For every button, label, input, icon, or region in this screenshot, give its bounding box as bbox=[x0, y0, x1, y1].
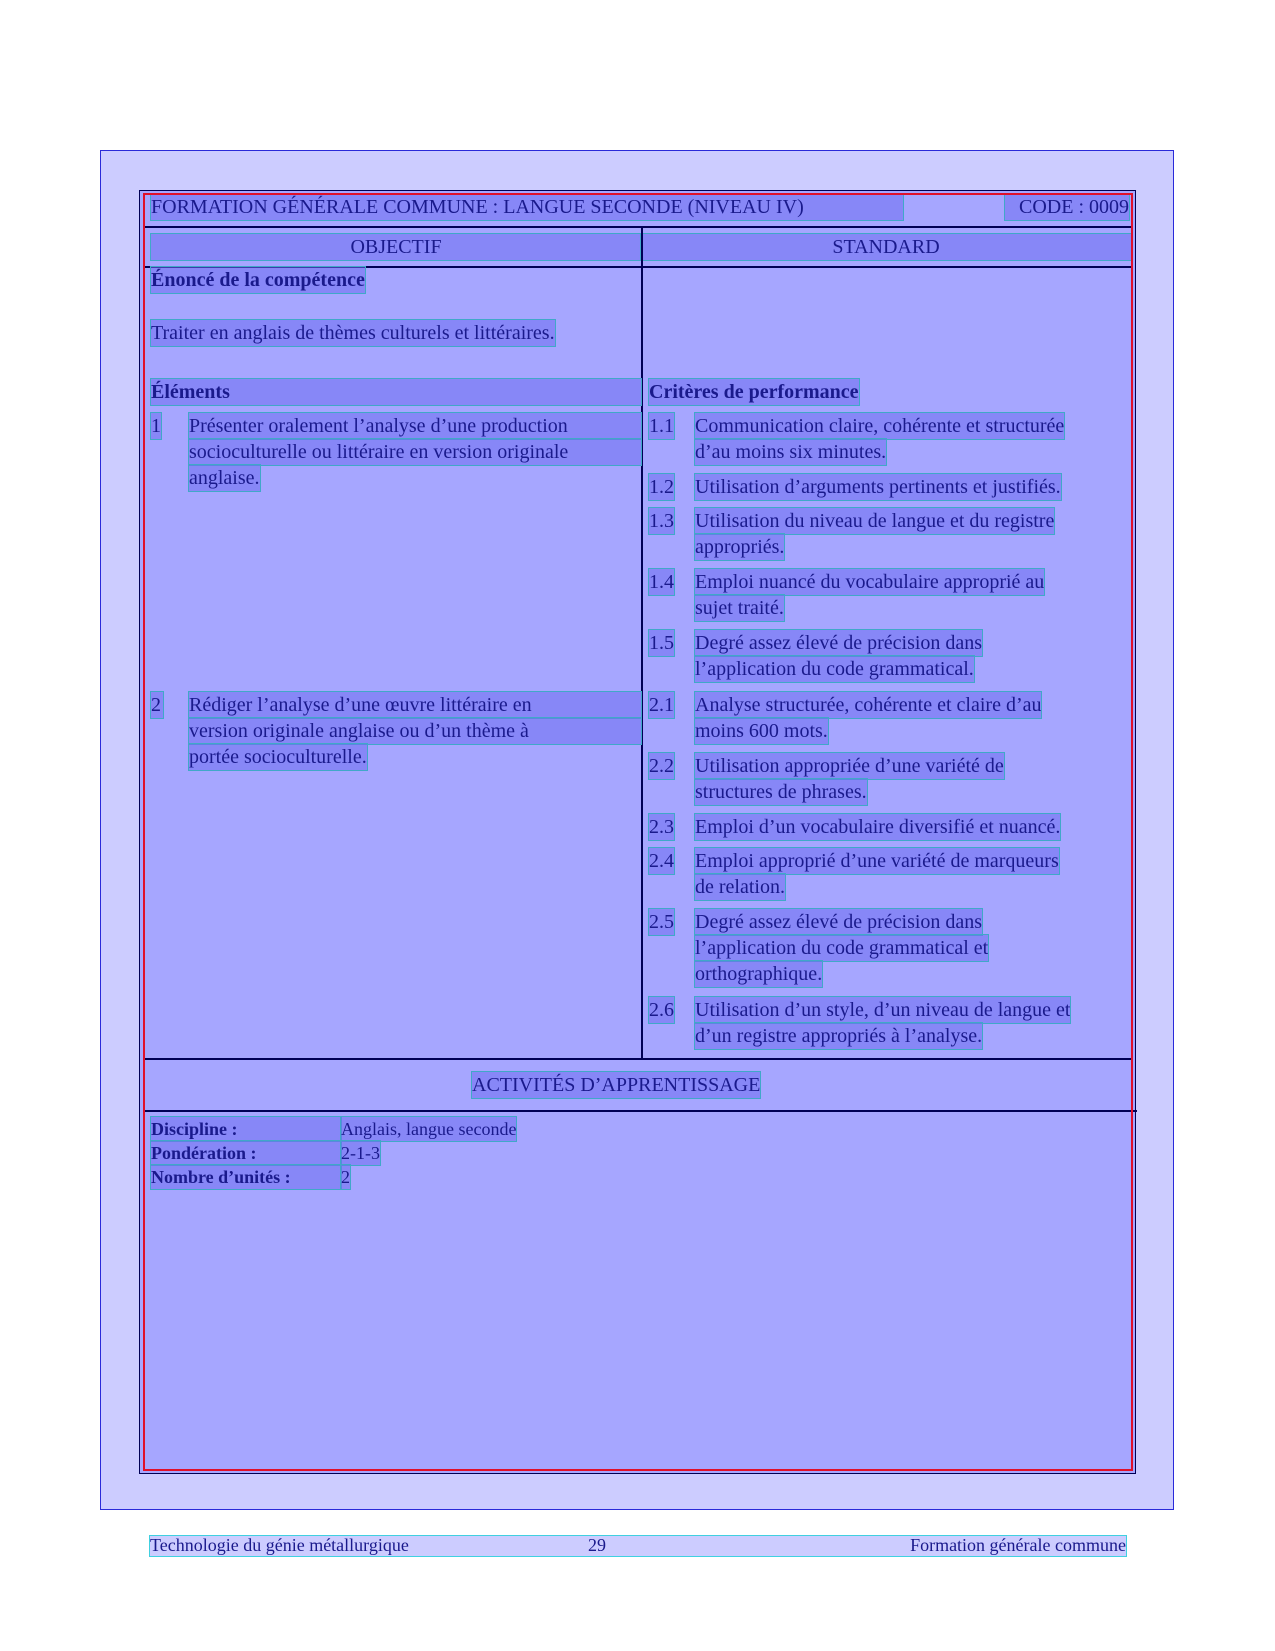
header-title: FORMATION GÉNÉRALE COMMUNE : LANGUE SECONDE (NIVEAU IV) bbox=[151, 194, 903, 220]
critere-line: d’un registre appropriés à l’analyse. bbox=[695, 1025, 983, 1047]
element-number: 1 bbox=[151, 415, 161, 437]
ponderation-value: 2-1-3 bbox=[341, 1143, 380, 1163]
critere-line: Analyse structurée, cohérente et claire d’au bbox=[695, 694, 1042, 716]
unites-value: 2 bbox=[341, 1167, 350, 1187]
divider-vertical bbox=[641, 227, 643, 1059]
critere-number: 2.5 bbox=[649, 911, 674, 933]
critere-line: moins 600 mots. bbox=[695, 720, 828, 742]
criteres-heading: Critères de performance bbox=[649, 381, 859, 403]
critere-number: 1.3 bbox=[649, 510, 674, 532]
critere-line: orthographique. bbox=[695, 963, 823, 985]
header-code: CODE : 0009 bbox=[1005, 194, 1129, 220]
critere-line: Utilisation appropriée d’une variété de bbox=[695, 755, 1004, 777]
critere-number: 2.2 bbox=[649, 755, 674, 777]
critere-line: Communication claire, cohérente et structurée bbox=[695, 415, 1065, 437]
critere-line: Degré assez élevé de précision dans bbox=[695, 911, 983, 933]
element-line: version originale anglaise ou d’un thème à bbox=[189, 718, 641, 744]
critere-line: l’application du code grammatical et bbox=[695, 937, 989, 959]
critere-line: Emploi approprié d’une variété de marqueurs bbox=[695, 850, 1059, 872]
discipline-value: Anglais, langue seconde bbox=[341, 1119, 517, 1139]
element-line: Rédiger l’analyse d’une œuvre littéraire en bbox=[189, 692, 641, 718]
element-number: 2 bbox=[151, 694, 161, 716]
divider-activites-bottom bbox=[143, 1110, 1137, 1112]
critere-number: 1.5 bbox=[649, 632, 674, 654]
critere-number: 1.1 bbox=[649, 415, 674, 437]
footer-left: Technologie du génie métallurgique bbox=[150, 1535, 409, 1555]
element-line: Présenter oralement l’analyse d’une production bbox=[189, 413, 641, 439]
critere-number: 2.3 bbox=[649, 816, 674, 838]
enonce-text: Traiter en anglais de thèmes culturels et littéraires. bbox=[151, 322, 555, 344]
unites-label: Nombre d’unités : bbox=[151, 1165, 341, 1189]
element-line: socioculturelle ou littéraire en version originale bbox=[189, 439, 641, 465]
critere-line: structures de phrases. bbox=[695, 781, 867, 803]
critere-line: Emploi d’un vocabulaire diversifié et nuancé. bbox=[695, 816, 1061, 838]
critere-line: appropriés. bbox=[695, 536, 785, 558]
discipline-label: Discipline : bbox=[151, 1117, 341, 1141]
footer-right: Formation générale commune bbox=[910, 1535, 1126, 1555]
critere-line: sujet traité. bbox=[695, 597, 784, 619]
critere-number: 2.1 bbox=[649, 694, 674, 716]
critere-line: Emploi nuancé du vocabulaire approprié au bbox=[695, 571, 1045, 593]
divider-header bbox=[143, 226, 1133, 228]
critere-line: l’application du code grammatical. bbox=[695, 658, 974, 680]
critere-number: 2.6 bbox=[649, 999, 674, 1021]
element-line: portée socioculturelle. bbox=[189, 746, 367, 768]
ponderation-label: Pondération : bbox=[151, 1141, 341, 1165]
enonce-heading: Énoncé de la compétence bbox=[151, 269, 365, 291]
activites-heading: ACTIVITÉS D’APPRENTISSAGE bbox=[472, 1074, 761, 1096]
critere-line: d’au moins six minutes. bbox=[695, 441, 887, 463]
critere-number: 2.4 bbox=[649, 850, 674, 872]
column-standard: STANDARD bbox=[641, 234, 1131, 260]
divider-activites-top bbox=[143, 1058, 1133, 1060]
column-objectif: OBJECTIF bbox=[151, 234, 641, 260]
critere-line: Degré assez élevé de précision dans bbox=[695, 632, 983, 654]
footer-page-number: 29 bbox=[588, 1535, 606, 1555]
elements-heading: Éléments bbox=[151, 379, 641, 405]
critere-line: Utilisation d’un style, d’un niveau de langue et bbox=[695, 999, 1071, 1021]
critere-line: de relation. bbox=[695, 876, 785, 898]
critere-line: Utilisation d’arguments pertinents et justifiés. bbox=[695, 476, 1061, 498]
critere-number: 1.2 bbox=[649, 476, 674, 498]
critere-number: 1.4 bbox=[649, 571, 674, 593]
element-line: anglaise. bbox=[189, 467, 260, 489]
critere-line: Utilisation du niveau de langue et du registre bbox=[695, 510, 1055, 532]
